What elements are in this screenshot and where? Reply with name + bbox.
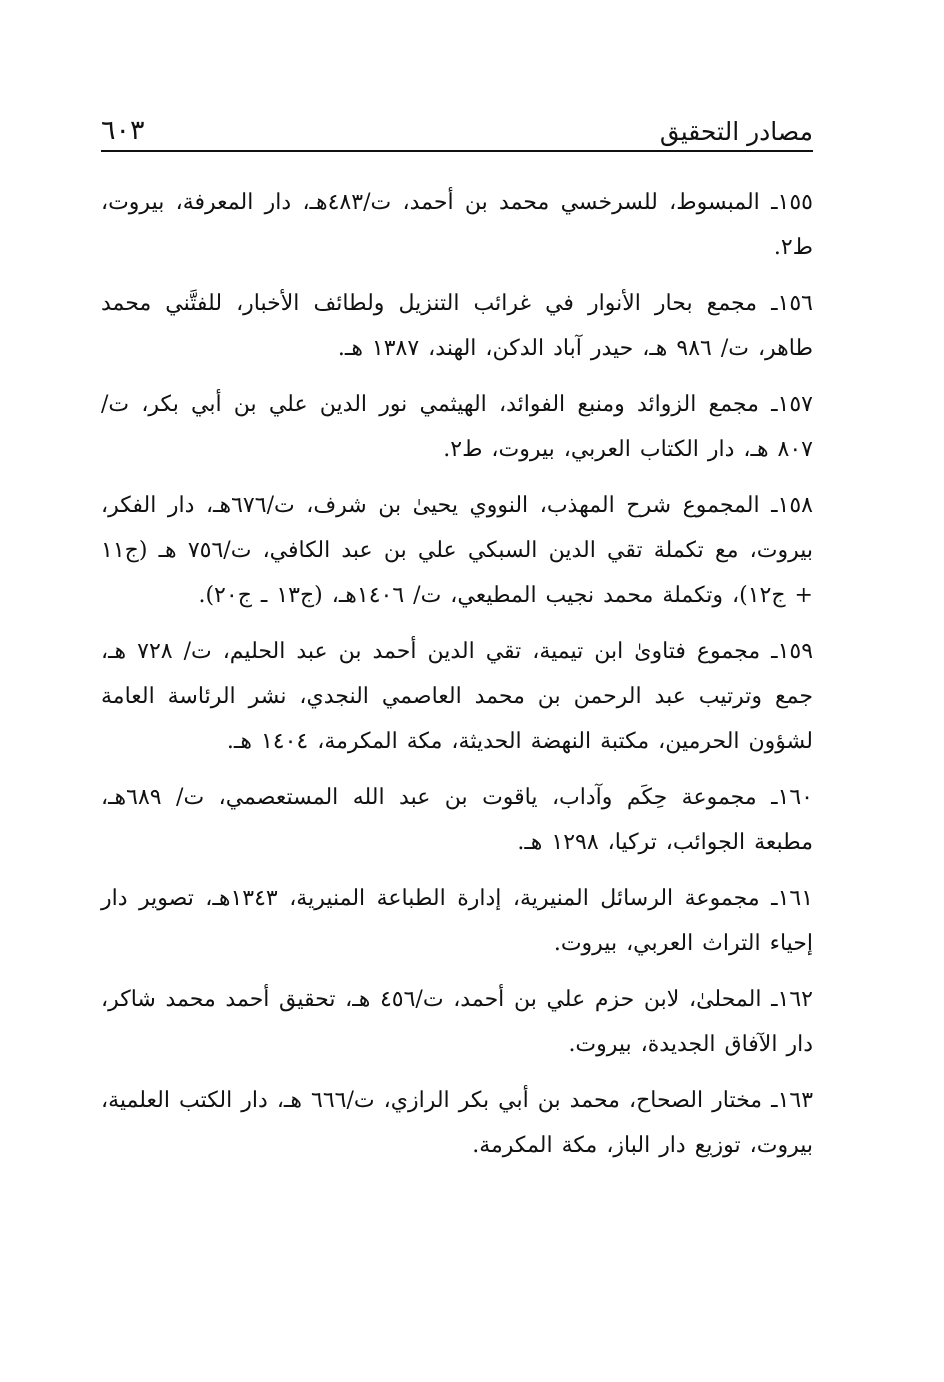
bibliography-entry: ١٦١ـ مجموعة الرسائل المنيرية، إدارة الطباعة المنيرية، ١٣٤٣هـ، تصوير دار إحياء التراث العربي، بيروت. bbox=[101, 886, 814, 956]
bibliography-entry: ١٥٧ـ مجمع الزوائد ومنبع الفوائد، الهيثمي نور الدين علي بن أبي بكر، ت/ ٨٠٧ هـ، دار الكتاب العربي، بيروت، ط٢. bbox=[101, 392, 813, 462]
page-number: ٦٠٣ bbox=[101, 115, 145, 146]
bibliography-list bbox=[101, 180, 813, 1168]
bibliography-entry: ١٥٥ـ المبسوط، للسرخسي محمد بن أحمد، ت/٤٨٣هـ، دار المعرفة، بيروت، ط٢. bbox=[101, 190, 813, 260]
running-header bbox=[101, 100, 813, 152]
bibliography-entry: ١٥٩ـ مجموع فتاوىٰ ابن تيمية، تقي الدين أحمد بن عبد الحليم، ت/ ٧٢٨ هـ، جمع وترتيب عبد الرحمن بن محمد العاصمي النجدي، نشر الرئاسة العامة لشؤون الحرمين، مكتبة النهضة الحديثة، مكة المكرمة، ١٤٠٤ هـ. bbox=[101, 639, 814, 754]
bibliography-entry: ١٦٠ـ مجموعة حِكَم وآداب، ياقوت بن عبد الله المستعصمي، ت/ ٦٨٩هـ، مطبعة الجوائب، تركيا، ١٢٩٨ هـ. bbox=[101, 785, 813, 855]
chapter-title: مصادر التحقيق bbox=[659, 117, 813, 146]
page bbox=[101, 100, 813, 1179]
bibliography-entry: ١٦٢ـ المحلىٰ، لابن حزم علي بن أحمد، ت/٤٥٦ هـ، تحقيق أحمد محمد شاكر، دار الآفاق الجديدة، بيروت. bbox=[101, 987, 813, 1057]
bibliography-entry: ١٥٦ـ مجمع بحار الأنوار في غرائب التنزيل ولطائف الأخبار، للفتَّني محمد طاهر، ت/ ٩٨٦ هـ، حيدر آباد الدكن، الهند، ١٣٨٧ هـ. bbox=[101, 291, 813, 361]
bibliography-entry: ١٦٣ـ مختار الصحاح، محمد بن أبي بكر الرازي، ت/٦٦٦ هـ، دار الكتب العلمية، بيروت، توزيع دار الباز، مكة المكرمة. bbox=[101, 1088, 814, 1158]
bibliography-entry: ١٥٨ـ المجموع شرح المهذب، النووي يحيىٰ بن شرف، ت/٦٧٦هـ، دار الفكر، بيروت، مع تكملة تقي الدين السبكي علي بن عبد الكافي، ت/٧٥٦ هـ (ج١١ + ج١٢)، وتكملة محمد نجيب المطيعي، ت/ ١٤٠٦هـ، (ج١٣ ـ ج٢٠). bbox=[101, 493, 813, 608]
